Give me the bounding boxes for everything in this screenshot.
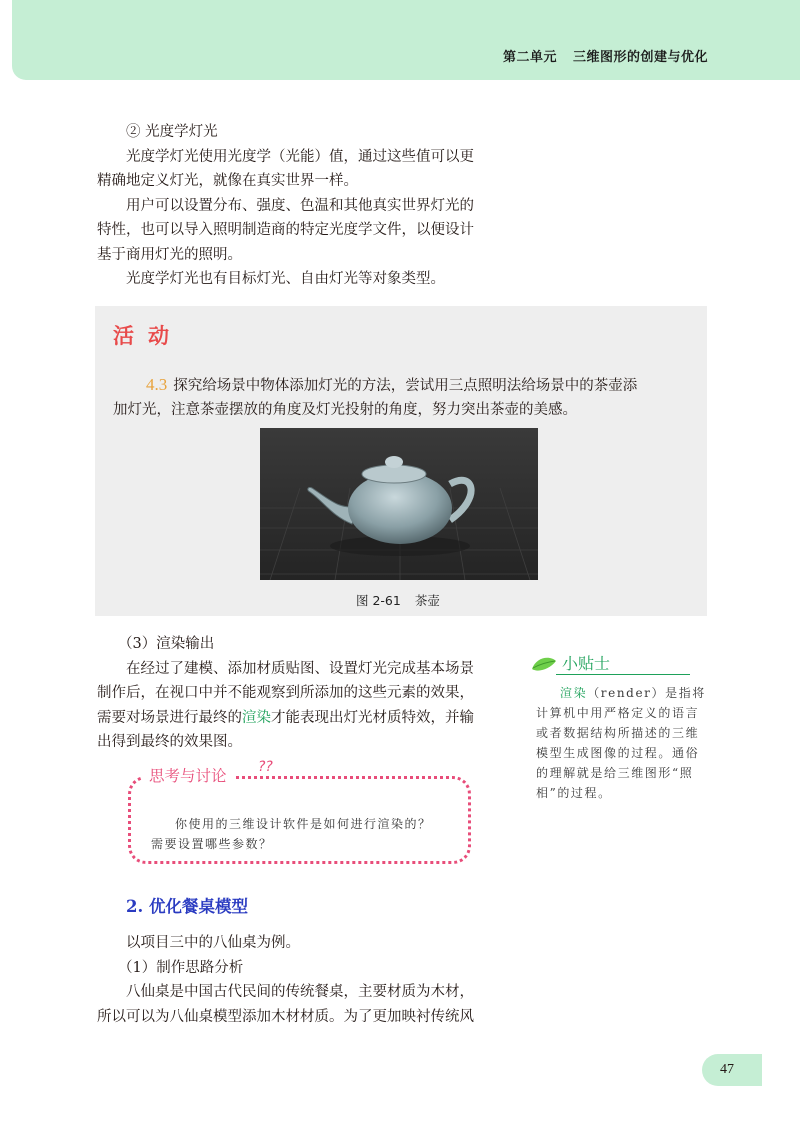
activity-number: 4.3 xyxy=(146,375,168,394)
render-term: 渲染 xyxy=(242,710,271,726)
render-line3-after: 才能表现出灯光材质特效，并输 xyxy=(271,710,474,726)
render-line2: 制作后，在视口中并不能观察到所添加的这些元素的效果， xyxy=(97,685,474,701)
figure-label: 图 2-61 xyxy=(356,593,401,608)
photometric-p3: 光度学灯光也有目标灯光、自由灯光等对象类型。 xyxy=(126,271,445,287)
tip-text xyxy=(536,683,708,803)
photometric-p1-line1: 光度学灯光使用光度学（光能）值，通过这些值可以更 xyxy=(126,149,474,165)
render-line1: 在经过了建模、添加材质贴图、设置灯光完成基本场景 xyxy=(126,661,474,677)
activity-text-1: 探究给场景中物体添加灯光的方法，尝试用三点照明法给场景中的茶壶添 xyxy=(173,378,638,394)
activity-title: 活动 xyxy=(113,324,183,348)
render-heading: （3）渲染输出 xyxy=(118,636,215,652)
tip-underline xyxy=(556,674,690,675)
photometric-p2-line3: 基于商用灯光的照明。 xyxy=(97,247,242,263)
optimize-subheading: （1）制作思路分析 xyxy=(118,960,244,976)
section-heading-optimize: 2. 优化餐桌模型 xyxy=(126,897,248,916)
chapter-title: 三维图形的创建与优化 xyxy=(572,50,708,65)
tip-term: 渲染 xyxy=(560,686,588,700)
activity-text-line1 xyxy=(146,373,637,399)
teapot-render-svg xyxy=(260,428,538,580)
figure-caption xyxy=(356,591,440,609)
header-band xyxy=(12,0,800,80)
photometric-p2-line1: 用户可以设置分布、强度、色温和其他真实世界灯光的 xyxy=(126,198,474,214)
optimize-line1: 以项目三中的八仙桌为例。 xyxy=(126,935,300,951)
photometric-p2-line2: 特性，也可以导入照明制造商的特定光度学文件，以便设计 xyxy=(97,222,474,238)
render-line4: 出得到最终的效果图。 xyxy=(97,734,242,750)
figure-title: 茶壶 xyxy=(414,593,440,608)
discussion-line2: 需要设置哪些参数？ xyxy=(151,837,273,851)
photometric-p1-line2: 精确地定义灯光，就像在真实世界一样。 xyxy=(97,173,358,189)
render-line3 xyxy=(97,706,474,731)
discussion-title: 思考与讨论 xyxy=(149,767,227,785)
optimize-line2: 八仙桌是中国古代民间的传统餐桌，主要材质为木材， xyxy=(126,984,474,1000)
chapter-unit: 第二单元 xyxy=(502,50,557,65)
chapter-header xyxy=(503,46,708,65)
question-marks-icon: ?? xyxy=(258,759,273,775)
leaf-icon xyxy=(530,655,558,673)
discussion-title-wrap xyxy=(143,764,233,786)
discussion-line1: 你使用的三维设计软件是如何进行渲染的？ xyxy=(175,817,432,831)
activity-text-line2: 加灯光，注意茶壶摆放的角度及灯光投射的角度，努力突出茶壶的美感。 xyxy=(113,402,577,418)
discussion-text xyxy=(151,814,461,854)
teapot-render-image xyxy=(260,428,538,580)
page-number: 47 xyxy=(720,1062,734,1077)
optimize-line3: 所以可以为八仙桌模型添加木材材质。为了更加映衬传统风 xyxy=(97,1009,474,1025)
tip-title: 小贴士 xyxy=(562,654,611,673)
render-line3-before: 需要对场景进行最终的 xyxy=(97,710,242,726)
tip-body: （render）是指将计算机中用严格定义的语言或者数据结构所描述的三维模型生成图像的过程。通俗的理解就是给三维图形“照相”的过程。 xyxy=(536,686,706,800)
photometric-heading: ② 光度学灯光 xyxy=(126,124,218,140)
